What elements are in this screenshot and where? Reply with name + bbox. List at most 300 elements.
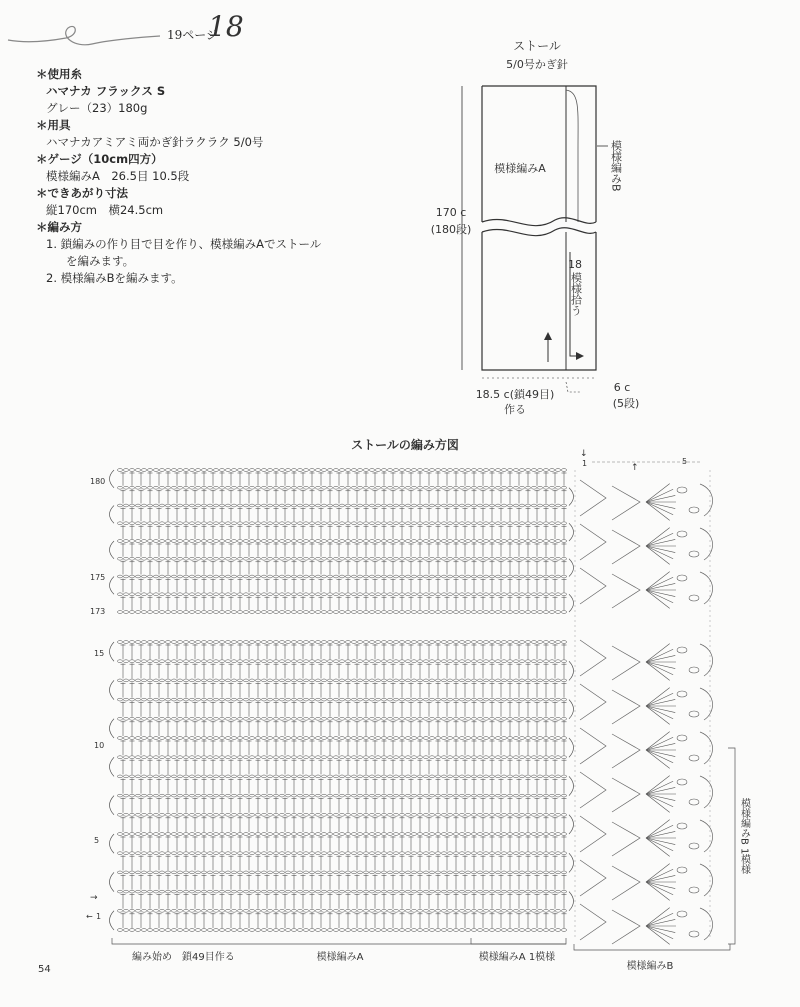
chain-stitch [219,794,224,797]
chain-stitch [249,641,254,644]
chain-stitch [429,611,434,614]
chain-stitch [525,660,530,663]
chain-stitch [525,575,530,578]
chain-stitch [195,575,200,578]
chain-stitch [339,833,344,836]
chain-stitch [345,871,350,874]
chain-stitch [231,909,236,912]
chain-stitch [249,737,254,740]
chain-stitch [531,641,536,644]
chain-stitch [297,611,302,614]
chain-stitch [249,469,254,472]
chain-stitch [117,575,122,578]
chain-stitch [321,575,326,578]
chain-stitch [363,522,368,525]
chain-stitch [321,660,326,663]
chain-stitch [303,469,308,472]
chain-zigzag [612,646,640,680]
chain-stitch [477,557,482,560]
chain-stitch [153,660,158,663]
chain-stitch [171,593,176,596]
chain-stitch [453,890,458,893]
chain-stitch [303,593,308,596]
chain-stitch [429,871,434,874]
chain-stitch [513,813,518,816]
chain-stitch [309,593,314,596]
chain-stitch [201,813,206,816]
chain-stitch [561,890,566,893]
chain-stitch [339,871,344,874]
chain-stitch [333,775,338,778]
chain-stitch [273,540,278,543]
chain-zigzag [612,486,640,520]
chain-stitch [147,737,152,740]
chain-stitch [135,890,140,893]
chain-stitch [471,756,476,759]
chain-stitch [465,522,470,525]
chain-stitch [477,890,482,893]
chain-stitch [279,660,284,663]
chain-stitch [381,540,386,543]
chain-stitch [129,641,134,644]
chain-stitch [537,611,542,614]
chain-zigzag [612,574,640,608]
chain-stitch [279,852,284,855]
chain-stitch [393,833,398,836]
chain-stitch [261,469,266,472]
chain-stitch [465,575,470,578]
chain-zigzag [580,816,606,852]
chain-stitch [465,871,470,874]
chain-stitch [471,929,476,932]
chain-stitch [441,794,446,797]
chain-stitch [303,833,308,836]
chain-stitch [519,756,524,759]
chain-stitch [381,698,386,701]
chain-stitch [507,660,512,663]
chain-stitch [489,540,494,543]
chain-stitch [549,890,554,893]
chain-stitch [147,852,152,855]
chain-stitch [411,641,416,644]
chain-stitch [327,641,332,644]
chain-stitch [201,575,206,578]
chain-stitch [495,611,500,614]
chain-stitch [531,504,536,507]
chain-stitch [537,575,542,578]
chain-stitch [561,522,566,525]
chain-stitch [213,717,218,720]
chain-stitch [489,890,494,893]
chain-stitch [441,486,446,489]
chain-stitch [309,794,314,797]
chain-stitch [225,540,230,543]
chain-stitch [117,794,122,797]
chain-stitch [177,794,182,797]
chain-stitch [213,660,218,663]
chain-stitch [351,775,356,778]
chain-stitch [327,852,332,855]
chain-stitch [501,756,506,759]
chain-stitch [381,890,386,893]
chain-stitch [537,557,542,560]
chain-stitch [147,871,152,874]
chain-stitch [459,833,464,836]
chain-stitch [501,641,506,644]
chain-zigzag [612,690,640,724]
chain-stitch [117,756,122,759]
chain-stitch [201,852,206,855]
chain-stitch [465,909,470,912]
size-detail: 縦170cm 横24.5cm [46,203,164,217]
chain-stitch [447,852,452,855]
chain-stitch [519,813,524,816]
chain-stitch [555,504,560,507]
chain-stitch [303,504,308,507]
chain-stitch [423,522,428,525]
chain-stitch [231,717,236,720]
chain-stitch [267,540,272,543]
chain-stitch [375,641,380,644]
chain-stitch [315,775,320,778]
chain-stitch [195,611,200,614]
chain-stitch [189,813,194,816]
chain-stitch [189,890,194,893]
chain-stitch [525,775,530,778]
chain-stitch [207,775,212,778]
chain-stitch [495,698,500,701]
chain-stitch [489,575,494,578]
chain-stitch [165,775,170,778]
chain-stitch [159,698,164,701]
chain-stitch [399,540,404,543]
turning-chain [110,872,115,891]
chain-stitch [267,871,272,874]
chain-stitch [213,698,218,701]
chain-stitch [309,775,314,778]
chain-stitch [483,813,488,816]
chain-stitch [495,775,500,778]
chain-stitch [471,641,476,644]
chain-stitch [159,660,164,663]
chain-stitch [381,717,386,720]
chain-stitch [249,660,254,663]
chain-stitch [129,698,134,701]
chain-stitch [153,813,158,816]
chain-stitch [435,737,440,740]
chain-stitch [255,717,260,720]
chain-stitch [435,813,440,816]
chain-stitch [561,575,566,578]
chain-stitch [345,794,350,797]
chain-stitch [153,641,158,644]
chain-stitch [441,557,446,560]
chain-stitch [405,469,410,472]
chain-stitch [429,486,434,489]
chain-stitch [411,575,416,578]
chain-stitch [387,641,392,644]
chain-stitch [555,929,560,932]
chain-stitch [321,486,326,489]
chain-stitch [267,717,272,720]
chain-stitch [327,794,332,797]
chain-stitch [369,679,374,682]
chain-stitch [357,929,362,932]
chain-stitch [123,717,128,720]
chain-stitch [483,909,488,912]
chain-stitch [561,660,566,663]
chain-stitch [531,469,536,472]
chain-stitch [291,737,296,740]
chain-stitch [159,890,164,893]
chain-stitch [135,522,140,525]
chain-stitch [243,737,248,740]
chain-stitch [399,909,404,912]
chain-stitch [189,469,194,472]
chain-stitch [345,575,350,578]
chain-stitch [249,593,254,596]
chain-stitch [315,679,320,682]
chain-stitch [471,833,476,836]
chain-stitch [291,660,296,663]
chain-stitch [225,929,230,932]
chain-stitch [189,575,194,578]
chain-stitch [423,852,428,855]
chain-stitch [273,641,278,644]
chain-stitch [423,504,428,507]
chain-stitch [129,611,134,614]
chain-stitch [123,611,128,614]
chain-stitch [231,852,236,855]
chain-stitch [207,909,212,912]
chain-stitch [243,871,248,874]
chain-stitch [429,890,434,893]
chain-stitch [459,469,464,472]
chain-stitch [291,679,296,682]
chain-stitch [459,737,464,740]
chain-stitch [261,909,266,912]
chain-stitch [183,871,188,874]
chain-stitch [483,890,488,893]
chain-stitch [201,794,206,797]
chain-stitch [213,641,218,644]
chain-stitch [321,641,326,644]
chain-stitch [447,641,452,644]
chain-stitch [345,469,350,472]
chain-stitch [159,486,164,489]
chain-stitch [375,698,380,701]
chain-stitch [531,737,536,740]
chain-stitch [537,660,542,663]
chain-stitch [543,575,548,578]
chain-stitch [273,486,278,489]
chain-stitch [501,813,506,816]
chain-stitch [153,775,158,778]
chain-stitch [315,833,320,836]
chain-stitch [255,522,260,525]
chain-stitch [429,852,434,855]
edge-loop [700,528,713,560]
chain-stitch [159,756,164,759]
chain-stitch [537,679,542,682]
chain-stitch [165,557,170,560]
chain-stitch [123,794,128,797]
chain-stitch [189,852,194,855]
picot [689,595,699,601]
chain-stitch [507,540,512,543]
chain-stitch [273,737,278,740]
chain-stitch [417,833,422,836]
turning-chain [110,911,115,930]
chain-stitch [273,909,278,912]
chain-stitch [237,679,242,682]
chain-stitch [543,717,548,720]
chain-stitch [405,540,410,543]
chain-stitch [477,737,482,740]
chain-stitch [291,852,296,855]
chain-stitch [513,486,518,489]
chain-stitch [249,575,254,578]
chain-stitch [315,698,320,701]
chain-stitch [483,833,488,836]
chain-stitch [543,909,548,912]
chain-stitch [279,575,284,578]
chain-stitch [393,540,398,543]
chain-stitch [135,852,140,855]
chain-stitch [525,522,530,525]
chain-stitch [387,593,392,596]
chain-stitch [303,557,308,560]
chain-stitch [117,660,122,663]
chain-stitch [459,593,464,596]
chain-stitch [201,504,206,507]
chain-stitch [363,469,368,472]
chain-stitch [333,679,338,682]
chain-stitch [225,717,230,720]
chain-stitch [261,540,266,543]
chain-stitch [339,575,344,578]
chain-zigzag [612,822,640,856]
chain-stitch [189,557,194,560]
chain-stitch [495,756,500,759]
chain-stitch [213,852,218,855]
chain-stitch [189,775,194,778]
chain-stitch [501,522,506,525]
turning-chain [110,506,115,524]
chain-stitch [519,909,524,912]
chain-stitch [141,641,146,644]
chain-stitch [561,504,566,507]
chain-stitch [165,504,170,507]
chain-stitch [345,929,350,932]
chain-stitch [417,504,422,507]
chain-stitch [183,660,188,663]
chain-stitch [555,469,560,472]
chain-stitch [447,833,452,836]
chain-stitch [531,593,536,596]
chain-stitch [345,611,350,614]
chain-stitch [525,540,530,543]
chain-stitch [357,557,362,560]
chain-stitch [267,909,272,912]
chain-stitch [555,775,560,778]
chain-stitch [537,852,542,855]
chain-stitch [135,611,140,614]
chain-stitch [465,504,470,507]
chain-stitch [543,486,548,489]
chain-stitch [351,929,356,932]
chain-stitch [555,593,560,596]
chain-stitch [315,486,320,489]
chain-stitch [285,469,290,472]
chain-stitch [177,593,182,596]
chain-stitch [147,698,152,701]
chain-stitch [237,929,242,932]
turning-chain [569,738,574,757]
chain-stitch [327,871,332,874]
chain-stitch [393,871,398,874]
chain-stitch [309,679,314,682]
page-reference: 19ページ [167,28,219,42]
turning-chain [110,541,115,559]
chain-stitch [129,756,134,759]
chain-stitch [447,522,452,525]
chain-stitch [519,611,524,614]
chain-stitch [375,890,380,893]
chain-stitch [327,593,332,596]
chain-stitch [201,486,206,489]
chain-stitch [561,611,566,614]
chain-stitch [171,469,176,472]
chain-stitch [453,852,458,855]
chain-stitch [219,679,224,682]
chain-stitch [381,504,386,507]
chain-stitch [177,737,182,740]
chain-stitch [435,540,440,543]
chain-stitch [123,852,128,855]
chain-stitch [465,794,470,797]
chain-stitch [477,813,482,816]
chain-stitch [549,522,554,525]
chain-stitch [171,611,176,614]
chain-stitch [159,909,164,912]
chain-stitch [141,775,146,778]
chain-stitch [267,522,272,525]
chain-stitch [147,909,152,912]
chain-stitch [141,504,146,507]
chain-stitch [561,593,566,596]
chain-stitch [207,611,212,614]
chain-stitch [243,593,248,596]
chain-stitch [495,679,500,682]
chain-stitch [183,794,188,797]
chain-stitch [219,756,224,759]
chain-stitch [501,469,506,472]
chain-stitch [279,717,284,720]
chain-stitch [393,756,398,759]
chain-stitch [345,660,350,663]
turning-chain [569,559,574,577]
chain-stitch [303,717,308,720]
chain-stitch [117,641,122,644]
chain-stitch [201,660,206,663]
chain-stitch [483,698,488,701]
chain-stitch [537,469,542,472]
chain-stitch [363,611,368,614]
chain-stitch [159,611,164,614]
chain-stitch [507,756,512,759]
width-make: 作る [504,403,526,416]
